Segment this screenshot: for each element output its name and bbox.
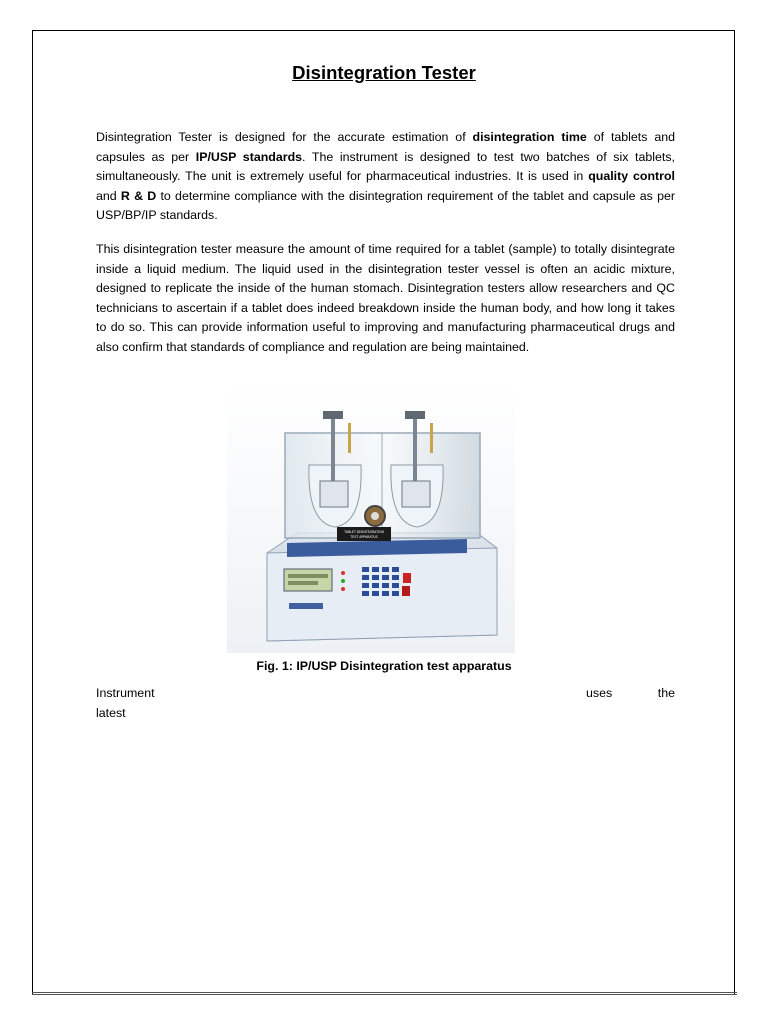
figure-caption: Fig. 1: IP/USP Disintegration test apparatus	[256, 659, 512, 673]
svg-text:TABLET DISINTEGRATION: TABLET DISINTEGRATION	[344, 530, 384, 534]
svg-text:TEST APPARATUS: TEST APPARATUS	[350, 535, 378, 539]
footer-rule	[32, 992, 737, 995]
disintegration-apparatus-photo	[227, 383, 515, 653]
para1-run: of tablets and capsules as per	[96, 130, 676, 164]
paragraph-description: This disintegration tester measure the amount of time required for a tablet (sample) to totally disintegrate inside a liquid medium. The liquid used in the disintegration tester vessel is often an acidic mixture, designed to replicate the inside of the human stomach. Disintegration testers allow researchers and QC technicians to ascertain if a tablet does indeed breakdown inside the human body, and how long it takes to do so. This can provide information useful to improving and manufacturing pharmaceutical drugs and also confirm that standards of compliance and regulation are being maintained.	[96, 242, 675, 354]
paragraph-instrument	[96, 686, 675, 706]
document-title: Disintegration Tester	[292, 62, 476, 83]
para1-run: Disintegration Tester is designed for the accurate estimation of	[96, 130, 473, 144]
word-uses: uses	[586, 686, 613, 700]
para1-bold-term: IP/USP standards	[195, 149, 303, 164]
para1-run: . The instrument is designed to test two batches of six tablets, simultaneously. The unit is extremely useful for pharmaceutical industries. It is used in	[96, 149, 675, 184]
figure	[227, 383, 515, 678]
word-instrument: Instrument	[96, 686, 155, 700]
word-the: the	[657, 686, 675, 700]
para1-bold-term: quality control	[588, 169, 675, 184]
para1-run: and	[96, 188, 121, 203]
para1-run: to determine compliance with the disintegration requirement of the tablet and capsule as per USP/BP/IP standards.	[96, 188, 676, 223]
paragraph-intro	[96, 128, 675, 226]
word-latest: latest	[96, 706, 126, 720]
para1-bold-term: disintegration time	[472, 130, 587, 144]
para1-bold-term: R & D	[120, 188, 157, 203]
